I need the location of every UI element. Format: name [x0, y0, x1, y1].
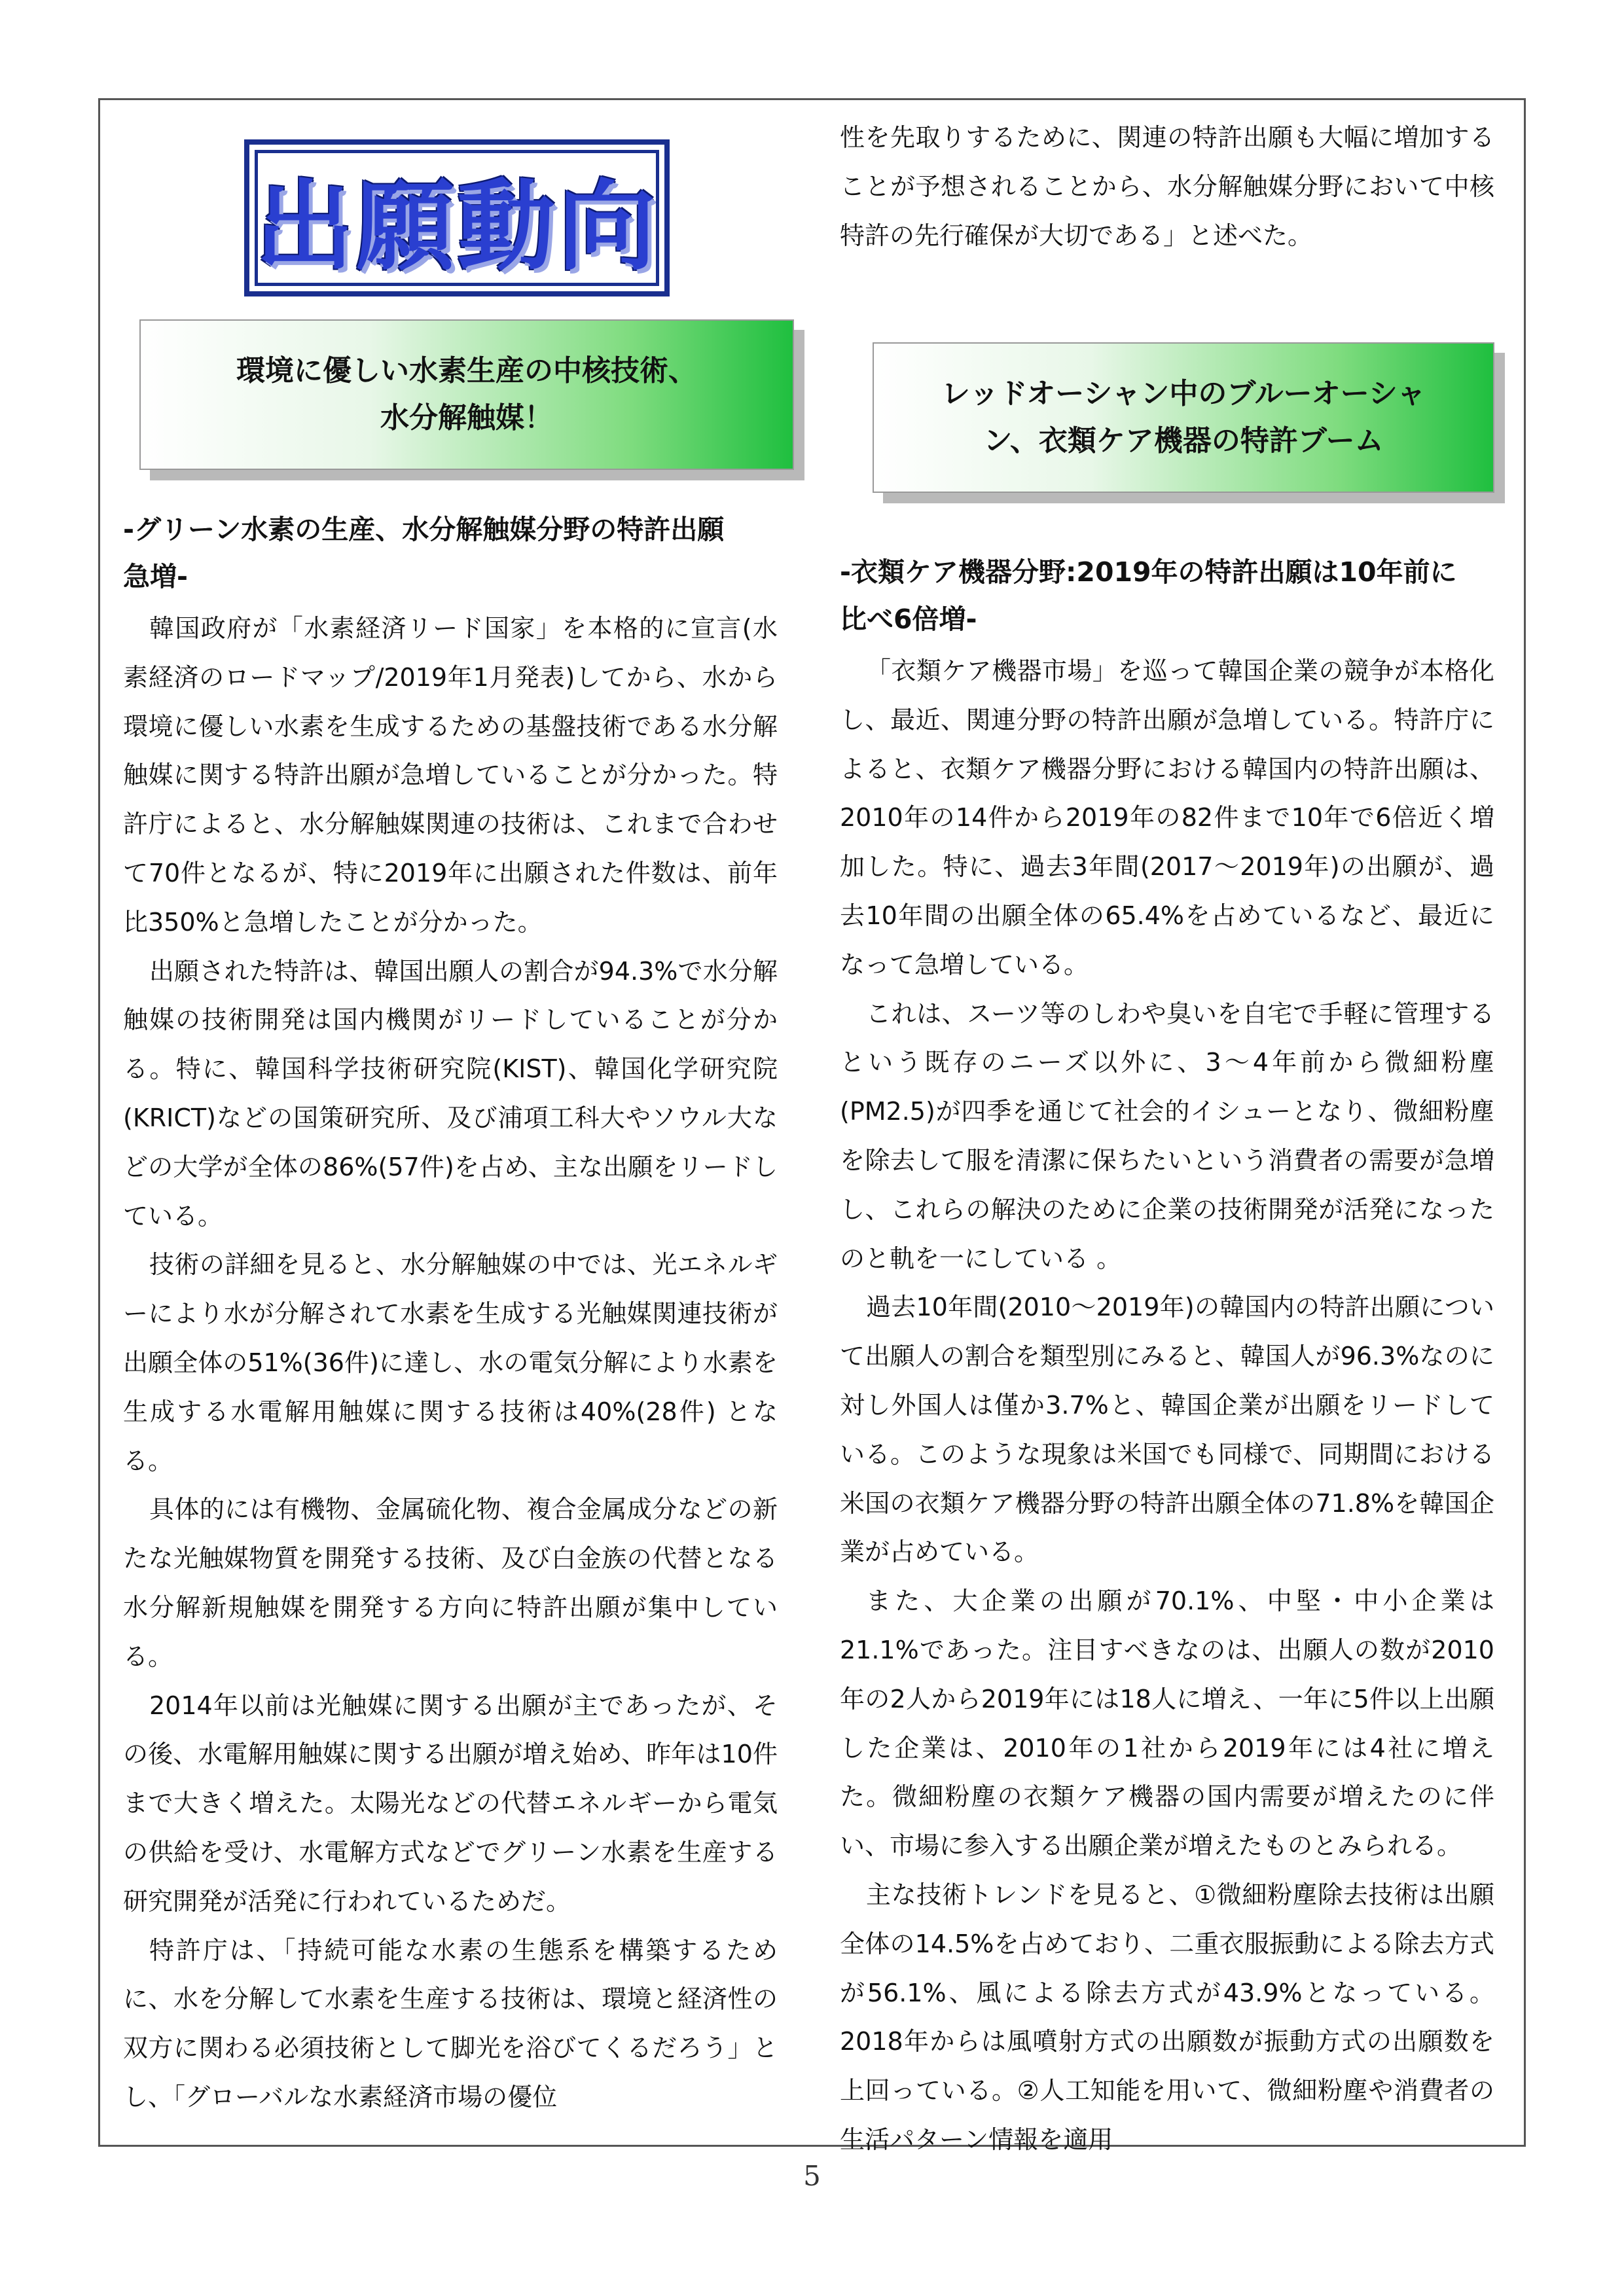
left-paragraph: 特許庁は、「持続可能な水素の生態系を構築するために、水を分解して水素を生産する技術は、環境と経済性の双方に関わる必須技術として脚光を浴びてくるだろう」とし、「グローバルな水素経済市場の優位 [123, 1935, 778, 2111]
left-banner-line1: 環境に優しい水素生産の中核技術、 [236, 354, 697, 387]
right-paragraph: これは、スーツ等のしわや臭いを自宅で手軽に管理するという既存のニーズ以外に、3～4年前から微細粉塵(PM2.5)が四季を通じて社会的イシューとなり、微細粉塵を除去して服を清潔に保ちたいという消費者の需要が急増し、これらの解決のために企業の技術開発が活発になったのと軌を一にしている 。 [840, 999, 1494, 1273]
left-article-subhead [123, 506, 778, 600]
right-article-body [840, 647, 1494, 2164]
left-subhead-line2: 急増- [123, 561, 189, 592]
left-paragraph: 具体的には有機物、金属硫化物、複合金属成分などの新たな光触媒物質を開発する技術、及び白金族の代替となる水分解新規触媒を開発する方向に特許出願が集中している。 [123, 1495, 778, 1671]
right-subhead-line1: -衣類ケア機器分野:2019年の特許出願は10年前に [840, 556, 1457, 588]
left-article-banner [139, 319, 794, 470]
section-logo [244, 139, 670, 296]
left-paragraph: 技術の詳細を見ると、水分解触媒の中では、光エネルギーにより水が分解されて水素を生成する光触媒関連技術が出願全体の51%(36件)に達し、水の電気分解により水素を生成する水電解用触媒に関する技術は40%(28件) となる。 [123, 1250, 778, 1475]
left-paragraph: 韓国政府が「水素経済リード国家」を本格的に宣言(水素経済のロードマップ/2019年1月発表)してから、水から環境に優しい水素を生成するための基盤技術である水分解触媒に関する特許出願が急増していることが分かった。特許庁によると、水分解触媒関連の技術は、これまで合わせて70件となるが、特に2019年に出願された件数は、前年比350%と急増したことが分かった。 [123, 614, 778, 937]
left-paragraph: 出願された特許は、韓国出願人の割合が94.3%で水分解触媒の技術開発は国内機関がリードしていることが分かる。特に、韓国科学技術研究院(KIST)、韓国化学研究院(KRICT)などの国策研究所、及び浦項工科大やソウル大などの大学が全体の86%(57件)を占め、主な出願をリードしている。 [123, 956, 778, 1230]
right-banner-line1: レッドオーシャン中のブルーオーシャ [941, 377, 1426, 410]
left-paragraph: 2014年以前は光触媒に関する出願が主であったが、その後、水電解用触媒に関する出願が増え始め、昨年は10件まで大きく増えた。太陽光などの代替エネルギーから電気の供給を受け、水電解方式などでグリーン水素を生産する研究開発が活発に行われているためだ。 [123, 1691, 778, 1916]
right-continuation [840, 113, 1494, 260]
right-article-subhead [840, 548, 1494, 643]
right-article-banner [873, 342, 1494, 493]
right-subhead-line2: 比べ6倍増- [840, 603, 977, 635]
right-banner-line2: ン、衣類ケア機器の特許ブーム [983, 424, 1384, 457]
right-paragraph: また、大企業の出願が70.1%、中堅・中小企業は21.1%であった。注目すべきなのは、出願人の数が2010年の2人から2019年には18人に増え、一年に5件以上出願した企業は、2010年の1社から2019年には4社に増えた。微細粉塵の衣類ケア機器の国内需要が増えたのに伴い、市場に参入する出願企業が増えたものとみられる。 [840, 1587, 1494, 1861]
right-paragraph: 主な技術トレンドを見ると、①微細粉塵除去技術は出願全体の14.5%を占めており、二重衣服振動による除去方式が56.1%、風による除去方式が43.9%となっている。2018年からは風噴射方式の出願数が振動方式の出願数を上回っている。②人工知能を用いて、微細粉塵や消費者の生活パターン情報を適用 [840, 1880, 1494, 2154]
right-paragraph: 「衣類ケア機器市場」を巡って韓国企業の競争が本格化し、最近、関連分野の特許出願が急増している。特許庁によると、衣類ケア機器分野における韓国内の特許出願は、2010年の14件から2019年の82件まで10年で6倍近く増加した。特に、過去3年間(2017～2019年)の出願が、過去10年間の出願全体の65.4%を占めているなど、最近になって急増している。 [840, 656, 1494, 979]
right-continuation-text: 性を先取りするために、関連の特許出願も大幅に増加することが予想されることから、水分解触媒分野において中核特許の先行確保が大切である」と述べた。 [840, 123, 1494, 250]
left-article-body [123, 604, 778, 2122]
page-number: 5 [803, 2160, 821, 2192]
right-paragraph: 過去10年間(2010～2019年)の韓国内の特許出願について出願人の割合を類型別にみると、韓国人が96.3%なのに対し外国人は僅か3.7%と、韓国企業が出願をリードしている。このような現象は米国でも同様で、同期間における米国の衣類ケア機器分野の特許出願全体の71.8%を韓国企業が占めている。 [840, 1293, 1494, 1567]
section-logo-title: 出願動向 [255, 170, 659, 284]
page-frame [98, 98, 1526, 2154]
left-banner-line2: 水分解触媒！ [380, 401, 553, 435]
left-subhead-line1: -グリーン水素の生産、水分解触媒分野の特許出願 [123, 514, 725, 545]
